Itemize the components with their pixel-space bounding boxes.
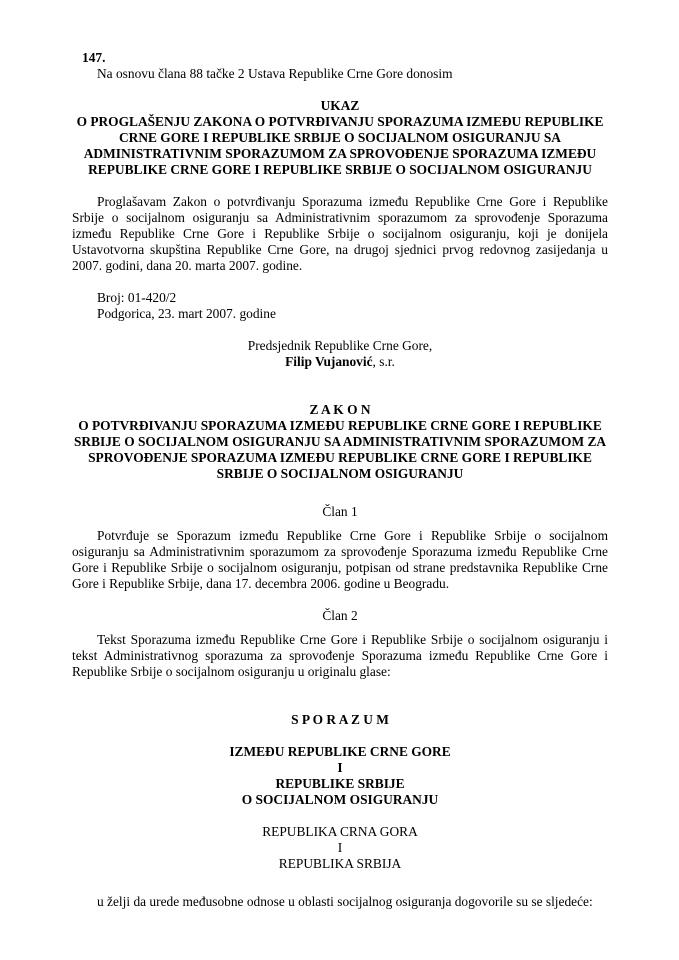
- ukaz-title: UKAZ: [320, 98, 360, 113]
- party-line3: REPUBLIKA SRBIJA: [278, 856, 402, 871]
- closing-line: u želji da urede međusobne odnose u oblasti socijalnog osiguranja dogovorile su se sljedeće:: [97, 894, 593, 909]
- signer-suffix: , s.r.: [372, 354, 395, 369]
- item-number: 147.: [82, 50, 106, 65]
- zakon-title: Z A K O N: [309, 402, 371, 417]
- party-line2: I: [337, 840, 343, 855]
- zakon-subtitle: O POTVRĐIVANJU SPORAZUMA IZMEĐU REPUBLIKE CRNE GORE I REPUBLIKE SRBIJE O SOCIJALNOM OSIGURANJU SA ADMINISTRATIVNIM SPORAZUMOM ZA SPROVOĐENJE SPORAZUMA IZMEĐU REPUBLIKE CRNE GORE I REPUBLIKE SRBIJE O SOCIJALNOM OSIGURANJU: [73, 418, 607, 481]
- ukaz-subtitle: O PROGLAŠENJU ZAKONA O POTVRĐIVANJU SPORAZUMA IZMEĐU REPUBLIKE CRNE GORE I REPUBLIKE SRBIJE O SOCIJALNOM OSIGURANJU SA ADMINISTRATIVNIM SPORAZUMOM ZA SPROVOĐENJE SPORAZUMA IZMEĐU REPUBLIKE CRNE GORE I REPUBLIKE SRBIJE O SOCIJALNOM OSIGURANJU: [76, 114, 604, 177]
- ukaz-place-date-line: Podgorica, 23. mart 2007. godine: [97, 306, 276, 321]
- signer-name-line: [72, 354, 608, 370]
- clan2-body: Tekst Sporazuma između Republike Crne Gore i Republike Srbije o socijalnom osiguranju i tekst Administrativnog sporazuma za sprovođenje Sporazuma između Republike Crne Gore i Republike Srbije o socijalnom osiguranju u originalu glase:: [72, 632, 608, 679]
- signer-name: Filip Vujanović: [285, 354, 373, 369]
- sporazum-between-line2: I: [337, 760, 343, 775]
- clan1-heading: Član 1: [322, 504, 358, 519]
- clan2-heading: Član 2: [322, 608, 358, 623]
- ukaz-body-paragraph: Proglašavam Zakon o potvrđivanju Sporazuma između Republike Crne Gore i Republike Srbije o socijalnom osiguranju sa Administrativnim sporazumom za sprovođenje Sporazuma između Republike Crne Gore i Republike Srbije o socijalnom osiguranju, koji je donijela Ustavotvorna skupština Republike Crne Gore, na drugoj sjednici prvog redovnog zasijedanja u 2007. godini, dana 20. marta 2007. godine.: [72, 194, 608, 273]
- ukaz-number-line: Broj: 01-420/2: [97, 290, 177, 305]
- sporazum-title: S P O R A Z U M: [291, 712, 389, 727]
- party-line1: REPUBLIKA CRNA GORA: [262, 824, 418, 839]
- sporazum-between-line1: IZMEĐU REPUBLIKE CRNE GORE: [229, 744, 451, 759]
- sporazum-between-line4: O SOCIJALNOM OSIGURANJU: [241, 792, 439, 807]
- clan1-body: Potvrđuje se Sporazum između Republike Crne Gore i Republike Srbije o socijalnom osiguranju sa Administrativnim sporazumom za sprovođenje Sporazuma između Republike Crne Gore i Republike Srbije o socijalnom osiguranju, potpisan od strane predstavnika Republike Crne Gore i Republike Srbije, dana 17. decembra 2006. godine u Beogradu.: [72, 528, 608, 591]
- intro-line: Na osnovu člana 88 tačke 2 Ustava Republike Crne Gore donosim: [97, 66, 453, 81]
- signer-title: Predsjednik Republike Crne Gore,: [247, 338, 433, 353]
- sporazum-between-line3: REPUBLIKE SRBIJE: [275, 776, 405, 791]
